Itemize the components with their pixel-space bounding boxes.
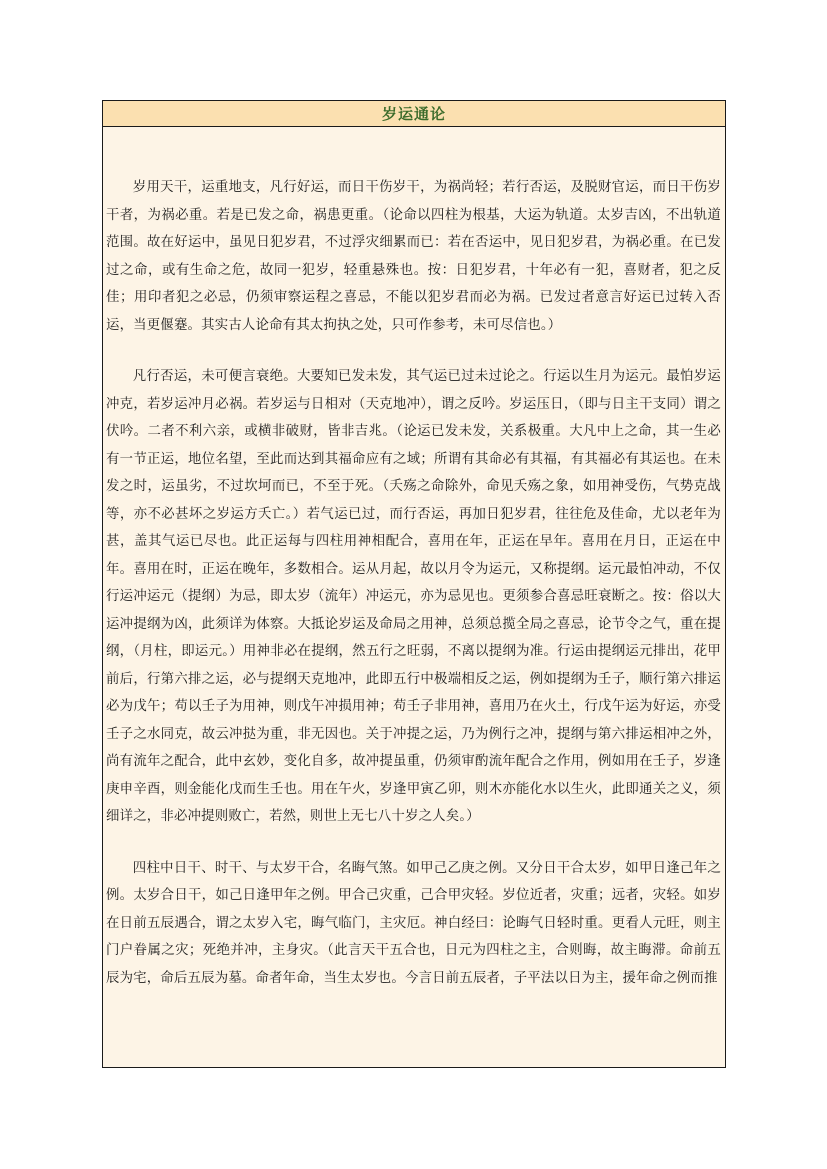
document-body bbox=[103, 127, 725, 992]
paragraph-3: 四柱中日干、时干、与太岁干合，名晦气煞。如甲己乙庚之例。又分日干合太岁，如甲日逢己年之例。太岁合日干，如己日逢甲年之例。甲合己灾重，己合甲灾轻。岁位近者，灾重；远者，灾轻。如岁在日前五辰遇合，谓之太岁入宅，晦气临门，主灾厄。神白经曰：论晦气日轻时重。更看人元旺，则主门户眷属之灾；死绝并冲，主身灾。（此言天干五合也，日元为四柱之主，合则晦，故主晦滞。命前五辰为宅，命后五辰为墓。命者年命，当生太岁也。今言日前五辰者，子平法以日为主，援年命之例而推 bbox=[106, 860, 721, 986]
paragraph-2: 凡行否运，未可便言衰绝。大要知已发未发，其气运已过未过论之。行运以生月为运元。最怕岁运冲克，若岁运冲月必祸。若岁运与日相对（天克地冲），谓之反吟。岁运压日，（即与日主干支同）谓之伏吟。二者不利六亲，或横非破财，皆非吉兆。（论运已发未发，关系极重。大凡中上之命，其一生必有一节正运，地位名望，至此而达到其福命应有之域；所谓有其命必有其福，有其福必有其运也。在未发之时，运虽劣，不过坎坷而已，不至于死。（夭殇之命除外，命见夭殇之象，如用神受伤，气势克战等，亦不必甚坏之岁运方夭亡。）若气运已过，而行否运，再加日犯岁君，往往危及佳命，尤以老年为甚，盖其气运已尽也。此正运每与四柱用神相配合，喜用在年，正运在早年。喜用在月日，正运在中年。喜用在时，正运在晚年，多数相合。运从月起，故以月令为运元，又称提纲。运元最怕冲动，不仅行运冲运元（提纲）为忌，即太岁（流年）冲运元，亦为忌见也。更须参合喜忌旺衰断之。按：俗以大运冲提纲为凶，此须详为体察。大抵论岁运及命局之用神，总须总揽全局之喜忌，论节令之气，重在提纲，（月柱，即运元。）用神非必在提纲，然五行之旺弱，不离以提纲为准。行运由提纲运元排出，花甲前后，行第六排之运，必与提纲天克地冲，此即五行中极端相反之运，例如提纲为壬子，顺行第六排运必为戊午；苟以壬子为用神，则戊午冲损用神；苟壬子非用神，喜用乃在火土，行戊午运为好运，亦受壬子之水同克，故云冲挞为重，非无因也。关于冲提之运，乃为例行之冲，提纲与第六排运相冲之外，尚有流年之配合，此中玄妙，变化自多，故冲提虽重，仍须审酌流年配合之作用，例如用在壬子，岁逢庚申辛酉，则金能化戊而生壬也。用在午火，岁逢甲寅乙卯，则木亦能化水以生火，此即通关之义，须细详之，非必冲提则败亡，若然，则世上无七八十岁之人矣。） bbox=[106, 369, 721, 824]
paragraph-1: 岁用天干，运重地支，凡行好运，而日干伤岁干，为祸尚轻；若行否运，及脱财官运，而日干伤岁干者，为祸必重。若是已发之命，祸患更重。（论命以四柱为根基，大运为轨道。太岁吉凶，不出轨道范围。故在好运中，虽见日犯岁君，不过浮灾细累而已：若在否运中，见日犯岁君，为祸必重。在已发过之命，或有生命之危，故同一犯岁，轻重悬殊也。按：日犯岁君，十年必有一犯，喜财者，犯之反佳；用印者犯之必忌，仍须审察运程之喜忌，不能以犯岁君而必为祸。已发过者意言好运已过转入否运，当更偃蹇。其实古人论命有其太拘执之处，只可作参考，未可尽信也。） bbox=[106, 180, 721, 333]
document-title: 岁运通论 bbox=[381, 105, 446, 123]
document-frame bbox=[102, 100, 726, 1068]
title-bar bbox=[103, 101, 725, 127]
